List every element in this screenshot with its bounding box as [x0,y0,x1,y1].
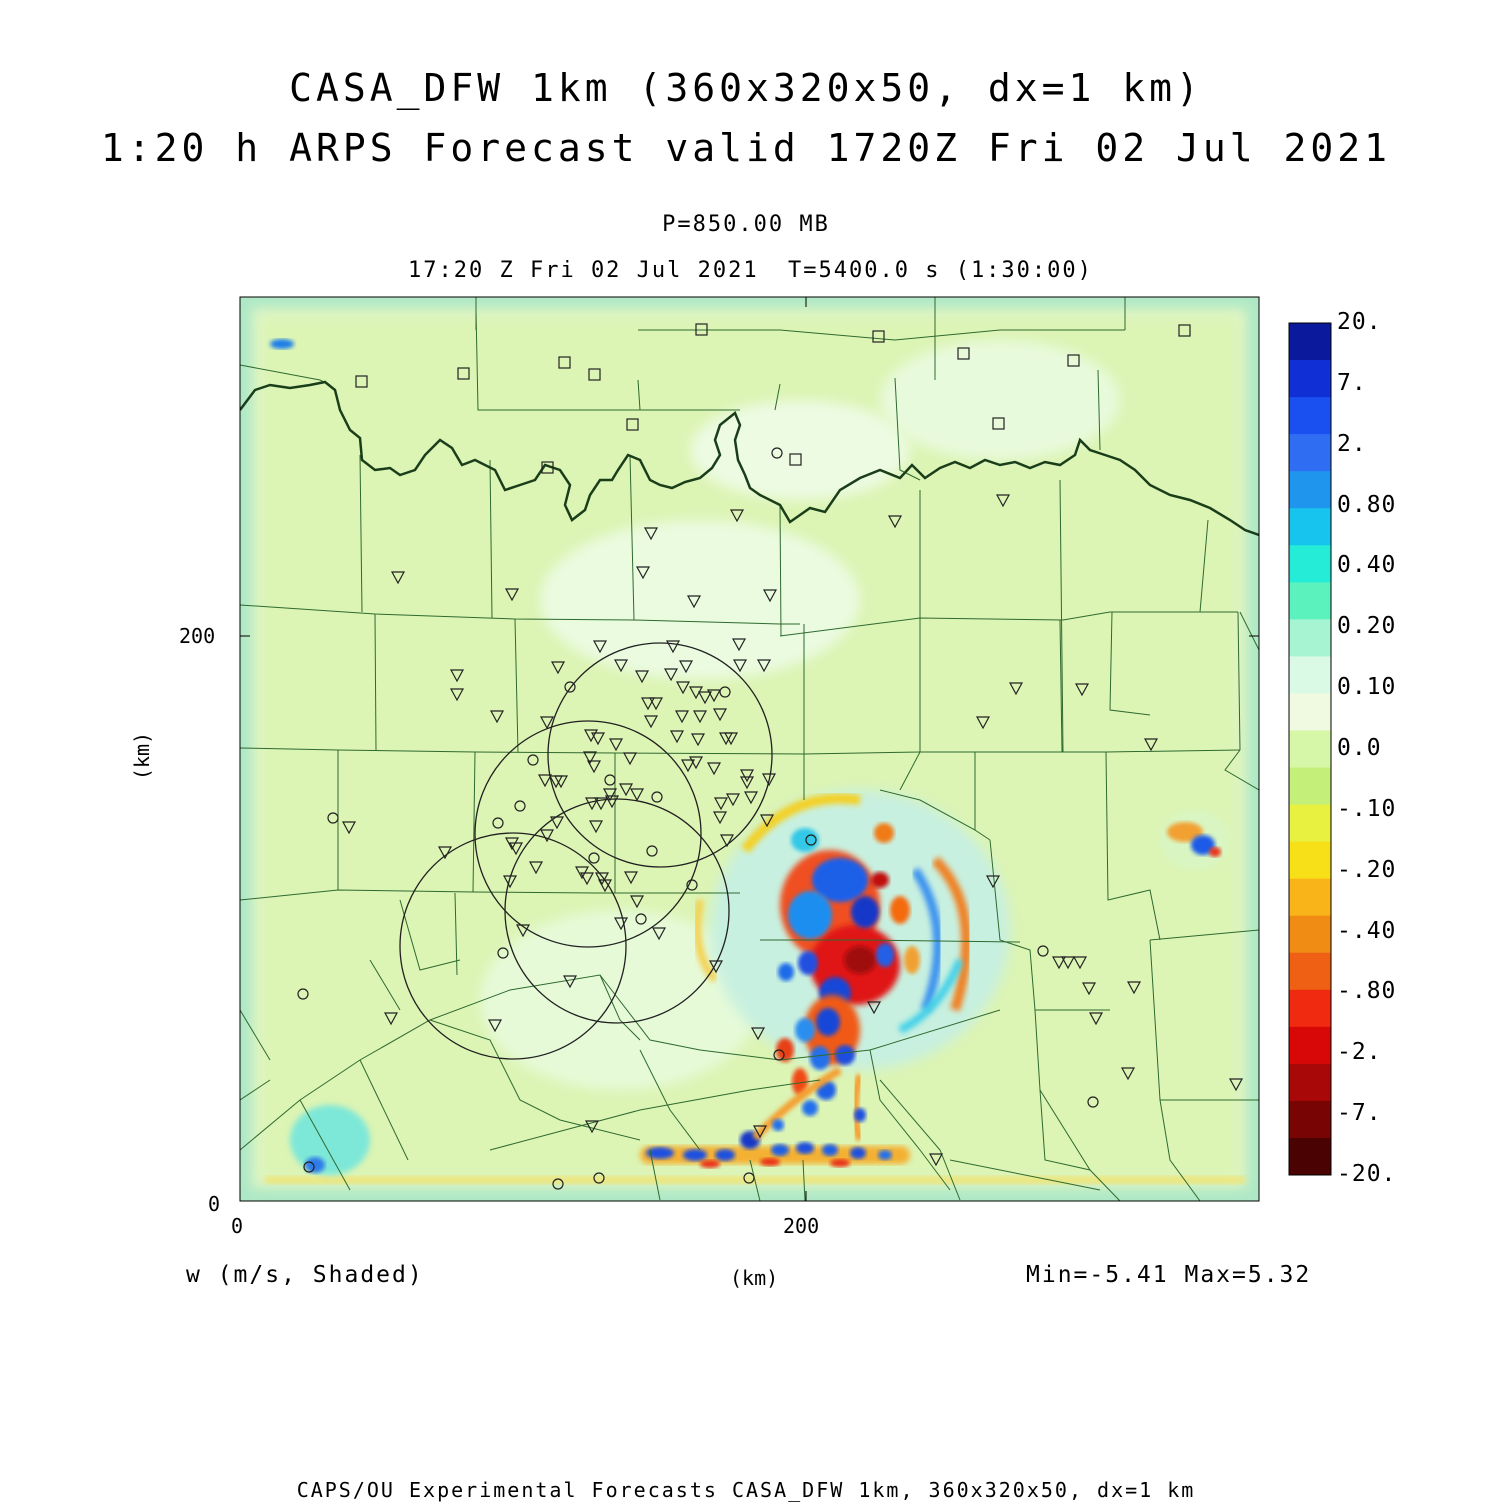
colorbar-swatch [1289,842,1331,880]
min-max-label: Min=-5.41 Max=5.32 [1026,1262,1312,1288]
colorbar-label: -7. [1337,1100,1382,1127]
colorbar-swatch [1289,397,1331,435]
colorbar-swatch [1289,582,1331,620]
colorbar-label: 0.0 [1337,735,1382,761]
colorbar-swatch [1289,730,1331,768]
colorbar-swatch [1289,1027,1331,1065]
x-axis-label: (km) [730,1266,779,1290]
colorbar-swatch [1289,990,1331,1028]
colorbar-label: 7. [1337,369,1367,396]
y-tick-0: 0 [208,1192,221,1216]
w-field-shading [240,297,1259,1201]
plot-title-line1: CASA_DFW 1km (360x320x50, dx=1 km) [289,66,1203,110]
model-time: T=5400.0 s (1:30:00) [788,258,1093,283]
colorbar-swatch [1289,953,1331,991]
plot-title-line2: 1:20 h ARPS Forecast valid 1720Z Fri 02 Jul 2021 [100,126,1392,170]
footer-credit: CAPS/OU Experimental Forecasts CASA_DFW 1km, 360x320x50, dx=1 km [296,1478,1196,1502]
colorbar-swatch [1289,471,1331,509]
colorbar-swatch [1289,323,1331,361]
colorbar-swatch [1289,656,1331,694]
colorbar-swatch [1289,508,1331,546]
colorbar-label: -2. [1337,1039,1382,1066]
colorbar-label: 2. [1337,430,1367,457]
colorbar-swatch [1289,879,1331,917]
colorbar-swatch [1289,693,1331,731]
colorbar [1289,323,1331,1176]
colorbar-label: -.10 [1337,795,1397,822]
colorbar-swatch [1289,805,1331,843]
colorbar-label: -.80 [1337,978,1397,1005]
colorbar-label: -.40 [1337,917,1397,944]
field-label: w (m/s, Shaded) [186,1262,424,1288]
x-tick-200: 200 [783,1214,820,1238]
colorbar-label: 0.40 [1337,552,1397,579]
colorbar-swatch [1289,434,1331,472]
colorbar-swatch [1289,916,1331,954]
valid-time: 17:20 Z Fri 02 Jul 2021 [408,258,759,283]
x-tick-0: 0 [231,1214,244,1238]
colorbar-swatch [1289,1064,1331,1102]
y-axis-label: (km) [130,731,155,781]
colorbar-label: 0.20 [1337,613,1397,640]
colorbar-swatch [1289,360,1331,398]
colorbar-label: 20. [1337,309,1382,335]
colorbar-swatch [1289,1101,1331,1139]
colorbar-swatch [1289,545,1331,583]
colorbar-swatch [1289,768,1331,806]
y-tick-200: 200 [179,624,216,648]
colorbar-swatch [1289,619,1331,657]
colorbar-label: 0.80 [1337,491,1397,518]
colorbar-label: 0.10 [1337,674,1397,701]
colorbar-label: -20. [1337,1161,1397,1187]
colorbar-label: -.20 [1337,856,1397,883]
colorbar-swatch [1289,1138,1331,1176]
pressure-level: P=850.00 MB [662,212,830,237]
